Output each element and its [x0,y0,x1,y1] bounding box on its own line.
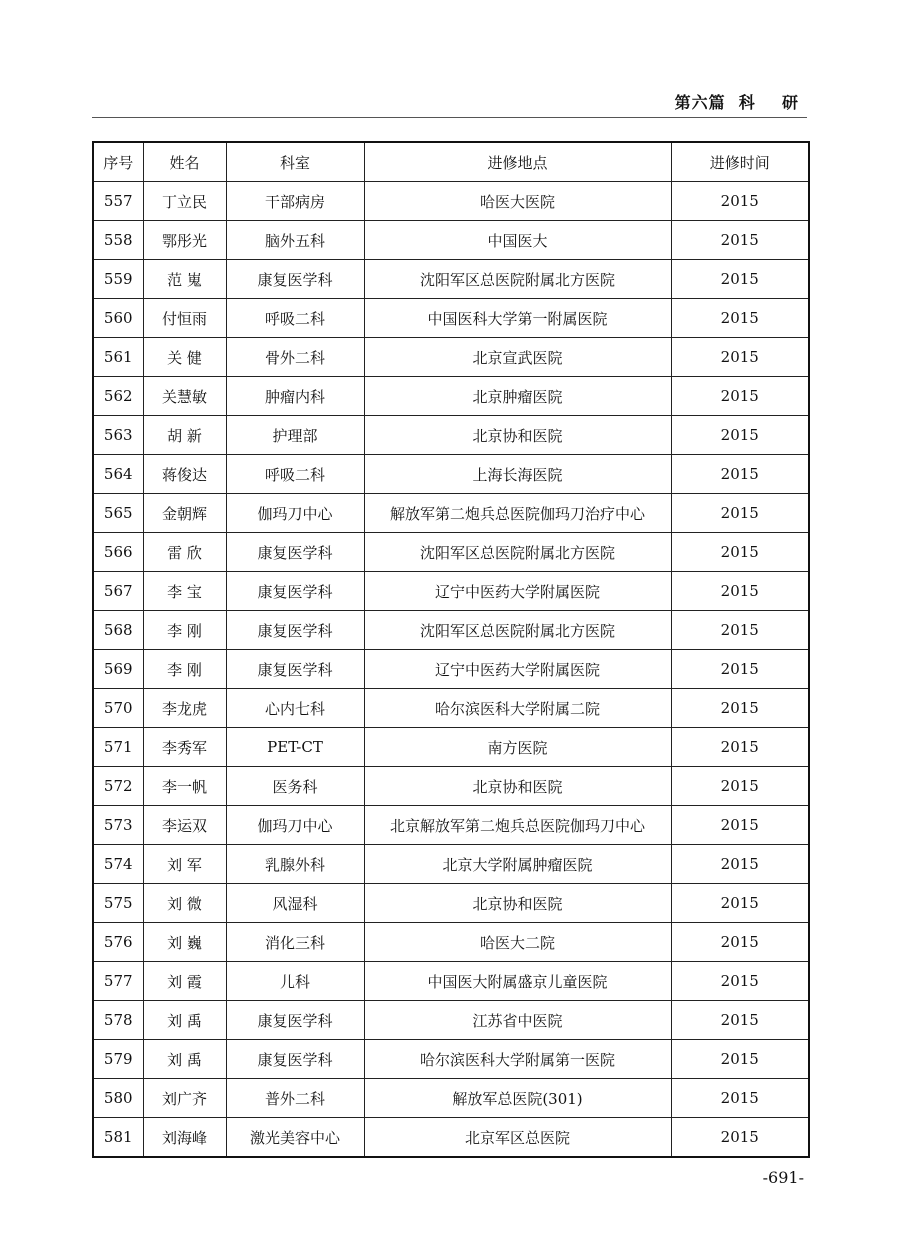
cell-dept: 护理部 [226,416,364,455]
table-row [93,1040,809,1079]
table-row [93,260,809,299]
cell-seq: 563 [93,416,143,455]
cell-place: 沈阳军区总医院附属北方医院 [364,260,671,299]
cell-place: 沈阳军区总医院附属北方医院 [364,533,671,572]
cell-place: 中国医大附属盛京儿童医院 [364,962,671,1001]
cell-dept: 激光美容中心 [226,1118,364,1158]
column-header-place: 进修地点 [364,142,671,182]
cell-place: 哈医大医院 [364,182,671,221]
cell-seq: 567 [93,572,143,611]
cell-name: 鄂彤光 [143,221,226,260]
cell-name: 李 宝 [143,572,226,611]
column-header-name: 姓名 [143,142,226,182]
table-row [93,338,809,377]
cell-seq: 580 [93,1079,143,1118]
table-row [93,611,809,650]
cell-dept: 康复医学科 [226,1001,364,1040]
cell-place: 哈尔滨医科大学附属第一医院 [364,1040,671,1079]
cell-place: 哈尔滨医科大学附属二院 [364,689,671,728]
cell-name: 刘 禹 [143,1040,226,1079]
table-row [93,884,809,923]
cell-seq: 570 [93,689,143,728]
table-row [93,767,809,806]
cell-name: 刘 霞 [143,962,226,1001]
cell-time: 2015 [671,221,809,260]
column-header-seq: 序号 [93,142,143,182]
page-header [92,88,807,116]
table-header-row [93,142,809,182]
table-row [93,416,809,455]
cell-place: 解放军第二炮兵总医院伽玛刀治疗中心 [364,494,671,533]
cell-time: 2015 [671,962,809,1001]
cell-seq: 575 [93,884,143,923]
table-row [93,806,809,845]
section-title: 第六篇 科 研 [674,93,799,112]
cell-dept: 康复医学科 [226,533,364,572]
cell-name: 付恒雨 [143,299,226,338]
table-row [93,494,809,533]
cell-dept: 风湿科 [226,884,364,923]
cell-name: 刘 禹 [143,1001,226,1040]
cell-name: 金朝辉 [143,494,226,533]
cell-seq: 568 [93,611,143,650]
cell-dept: 康复医学科 [226,650,364,689]
cell-name: 李运双 [143,806,226,845]
cell-time: 2015 [671,806,809,845]
cell-seq: 559 [93,260,143,299]
cell-time: 2015 [671,1118,809,1158]
cell-time: 2015 [671,299,809,338]
cell-time: 2015 [671,1001,809,1040]
cell-time: 2015 [671,611,809,650]
cell-name: 刘广齐 [143,1079,226,1118]
table-row [93,1079,809,1118]
cell-seq: 576 [93,923,143,962]
cell-time: 2015 [671,650,809,689]
table-row [93,455,809,494]
cell-seq: 581 [93,1118,143,1158]
table-row [93,533,809,572]
cell-place: 北京解放军第二炮兵总医院伽玛刀中心 [364,806,671,845]
cell-place: 沈阳军区总医院附属北方医院 [364,611,671,650]
cell-dept: 康复医学科 [226,611,364,650]
cell-seq: 557 [93,182,143,221]
cell-dept: 乳腺外科 [226,845,364,884]
cell-name: 刘 微 [143,884,226,923]
cell-dept: 消化三科 [226,923,364,962]
cell-name: 关 健 [143,338,226,377]
cell-time: 2015 [671,533,809,572]
cell-time: 2015 [671,455,809,494]
cell-name: 雷 欣 [143,533,226,572]
cell-seq: 565 [93,494,143,533]
cell-dept: 脑外五科 [226,221,364,260]
cell-time: 2015 [671,923,809,962]
table-row [93,962,809,1001]
cell-place: 辽宁中医药大学附属医院 [364,572,671,611]
cell-dept: 普外二科 [226,1079,364,1118]
cell-place: 上海长海医院 [364,455,671,494]
cell-name: 刘 军 [143,845,226,884]
cell-time: 2015 [671,728,809,767]
cell-place: 中国医大 [364,221,671,260]
table-row [93,845,809,884]
cell-dept: 伽玛刀中心 [226,806,364,845]
cell-time: 2015 [671,572,809,611]
cell-seq: 566 [93,533,143,572]
table-row [93,1001,809,1040]
cell-time: 2015 [671,182,809,221]
cell-name: 刘海峰 [143,1118,226,1158]
table-body [93,182,809,1158]
cell-place: 解放军总医院(301) [364,1079,671,1118]
cell-time: 2015 [671,494,809,533]
table-row [93,221,809,260]
cell-place: 辽宁中医药大学附属医院 [364,650,671,689]
cell-dept: 康复医学科 [226,572,364,611]
column-header-time: 进修时间 [671,142,809,182]
cell-seq: 558 [93,221,143,260]
table-row [93,377,809,416]
cell-seq: 562 [93,377,143,416]
cell-place: 哈医大二院 [364,923,671,962]
cell-dept: 伽玛刀中心 [226,494,364,533]
cell-seq: 573 [93,806,143,845]
cell-seq: 571 [93,728,143,767]
cell-dept: 儿科 [226,962,364,1001]
table-row [93,923,809,962]
cell-name: 刘 巍 [143,923,226,962]
cell-seq: 579 [93,1040,143,1079]
cell-place: 江苏省中医院 [364,1001,671,1040]
page-number: -691- [762,1168,804,1187]
cell-place: 北京肿瘤医院 [364,377,671,416]
cell-seq: 560 [93,299,143,338]
cell-name: 胡 新 [143,416,226,455]
cell-dept: 康复医学科 [226,1040,364,1079]
column-header-dept: 科室 [226,142,364,182]
cell-time: 2015 [671,689,809,728]
cell-place: 北京宣武医院 [364,338,671,377]
cell-name: 李龙虎 [143,689,226,728]
cell-name: 李一帆 [143,767,226,806]
table-row [93,650,809,689]
cell-time: 2015 [671,845,809,884]
cell-seq: 564 [93,455,143,494]
cell-time: 2015 [671,377,809,416]
cell-time: 2015 [671,767,809,806]
cell-time: 2015 [671,1079,809,1118]
cell-place: 北京大学附属肿瘤医院 [364,845,671,884]
cell-dept: 心内七科 [226,689,364,728]
cell-time: 2015 [671,1040,809,1079]
table-row [93,728,809,767]
cell-time: 2015 [671,416,809,455]
header-divider [92,117,807,118]
cell-name: 丁立民 [143,182,226,221]
cell-seq: 578 [93,1001,143,1040]
table-row [93,1118,809,1158]
cell-dept: PET-CT [226,728,364,767]
cell-place: 中国医科大学第一附属医院 [364,299,671,338]
cell-dept: 骨外二科 [226,338,364,377]
cell-place: 北京协和医院 [364,767,671,806]
cell-dept: 医务科 [226,767,364,806]
cell-place: 北京协和医院 [364,884,671,923]
cell-dept: 肿瘤内科 [226,377,364,416]
cell-seq: 572 [93,767,143,806]
cell-place: 南方医院 [364,728,671,767]
cell-name: 李 刚 [143,611,226,650]
cell-dept: 呼吸二科 [226,455,364,494]
cell-name: 范 嵬 [143,260,226,299]
cell-seq: 561 [93,338,143,377]
training-records-table [92,141,810,1158]
cell-time: 2015 [671,884,809,923]
cell-dept: 康复医学科 [226,260,364,299]
cell-time: 2015 [671,338,809,377]
cell-seq: 577 [93,962,143,1001]
cell-name: 李 刚 [143,650,226,689]
cell-name: 李秀军 [143,728,226,767]
cell-dept: 干部病房 [226,182,364,221]
cell-seq: 569 [93,650,143,689]
cell-dept: 呼吸二科 [226,299,364,338]
table-row [93,182,809,221]
table-row [93,689,809,728]
cell-place: 北京协和医院 [364,416,671,455]
cell-seq: 574 [93,845,143,884]
table-row [93,572,809,611]
cell-place: 北京军区总医院 [364,1118,671,1158]
cell-name: 蒋俊达 [143,455,226,494]
table-row [93,299,809,338]
cell-name: 关慧敏 [143,377,226,416]
cell-time: 2015 [671,260,809,299]
